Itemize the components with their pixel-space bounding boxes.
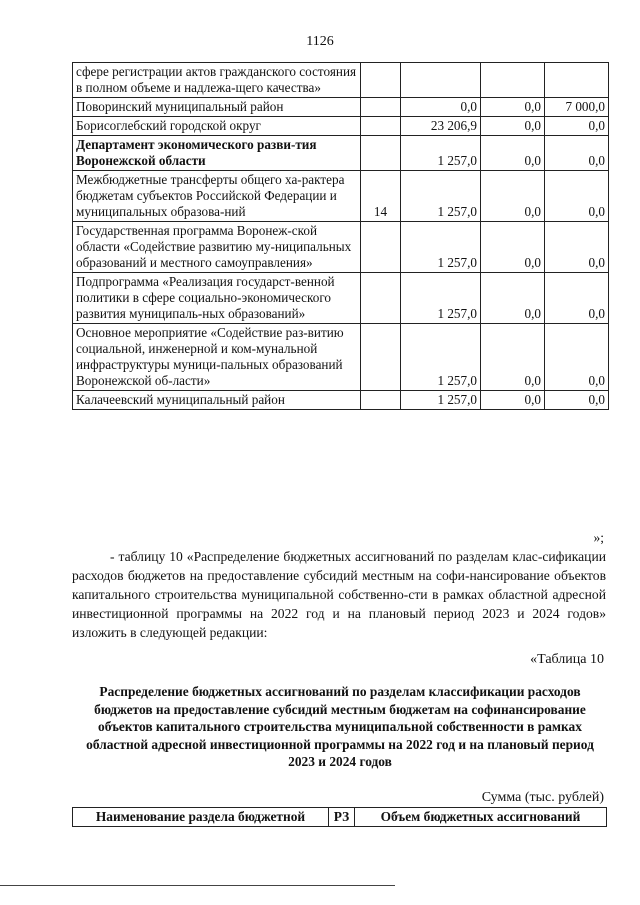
row-value-2023-cell: 0,0 [481, 391, 545, 410]
row-value-2023-cell: 0,0 [481, 324, 545, 391]
table-row [73, 63, 609, 98]
table-row [73, 117, 609, 136]
row-value-2023-cell [481, 63, 545, 98]
header-volume-cell: Объем бюджетных ассигнований [355, 808, 607, 827]
row-value-2023-cell: 0,0 [481, 117, 545, 136]
row-value-2024-cell: 0,0 [545, 391, 609, 410]
header-name-cell: Наименование раздела бюджетной [73, 808, 329, 827]
row-value-2024-cell: 0,0 [545, 171, 609, 222]
row-rz-cell [361, 324, 401, 391]
table-label: «Таблица 10 [530, 652, 604, 667]
row-value-2022-cell: 1 257,0 [401, 222, 481, 273]
row-value-2022-cell: 23 206,9 [401, 117, 481, 136]
table-row [73, 324, 609, 391]
table-row [73, 222, 609, 273]
row-rz-cell: 14 [361, 171, 401, 222]
row-rz-cell [361, 273, 401, 324]
row-name-cell: Калачеевский муниципальный район [73, 391, 361, 410]
row-name-cell: Межбюджетные трансферты общего ха-рактера бюджетам субъектов Российской Федерации и муниципальных образова-ний [73, 171, 361, 222]
row-value-2022-cell: 1 257,0 [401, 136, 481, 171]
row-name-cell: сфере регистрации актов гражданского состояния в полном объеме и надлежа-щего качества» [73, 63, 361, 98]
row-value-2024-cell: 0,0 [545, 324, 609, 391]
amendment-paragraph [72, 547, 606, 642]
row-name-cell: Поворинский муниципальный район [73, 98, 361, 117]
row-value-2023-cell: 0,0 [481, 171, 545, 222]
row-value-2024-cell: 0,0 [545, 273, 609, 324]
row-name-cell: Подпрограмма «Реализация государст-венной политики в сфере социально-экономического развития муниципаль-ных образований» [73, 273, 361, 324]
row-value-2022-cell: 1 257,0 [401, 171, 481, 222]
row-value-2022-cell: 1 257,0 [401, 273, 481, 324]
row-value-2023-cell: 0,0 [481, 222, 545, 273]
row-rz-cell [361, 136, 401, 171]
budget-table [72, 62, 609, 410]
row-value-2023-cell: 0,0 [481, 98, 545, 117]
row-value-2022-cell: 1 257,0 [401, 324, 481, 391]
amendment-text: - таблицу 10 «Распределение бюджетных ассигнований по разделам клас-сификации расходов бюджетов на предоставление субсидий местным на софи-нансирование объектов капитального строительства муниципальной собственно-сти в рамках областной адресной инвестиционной программы на 2022 год и на плановый период 2023 и 2024 годов» изложить в следующей редакции: [72, 549, 606, 640]
row-value-2022-cell [401, 63, 481, 98]
row-name-cell: Департамент экономического разви-тия Воронежской области [73, 136, 361, 171]
table-heading: Распределение бюджетных ассигнований по разделам классификации расходов бюджетов на предоставление субсидий местным бюджетам на софинансирование объектов капитального строительства муниципальной собственности в рамках областной адресной инвестиционной программы на 2022 год и на плановый период 2023 и 2024 годов [86, 684, 594, 770]
row-rz-cell [361, 63, 401, 98]
header-rz-cell: РЗ [329, 808, 355, 827]
row-rz-cell [361, 117, 401, 136]
row-name-cell: Основное мероприятие «Содействие раз-витию социальной, инженерной и ком-мунальной инфраструктуры муници-пальных образований Воронежской об-ласти» [73, 324, 361, 391]
table-row [73, 98, 609, 117]
row-rz-cell [361, 222, 401, 273]
table-row [73, 273, 609, 324]
row-name-cell: Государственная программа Воронеж-ской области «Содействие развитию му-ниципальных образований и местного самоуправления» [73, 222, 361, 273]
row-value-2024-cell [545, 63, 609, 98]
closing-quote: »; [593, 530, 604, 545]
page-number: 1126 [306, 34, 334, 49]
header-row [73, 808, 607, 827]
table-row [73, 391, 609, 410]
table-row [73, 136, 609, 171]
new-table-header [72, 807, 607, 827]
row-value-2023-cell: 0,0 [481, 136, 545, 171]
row-value-2022-cell: 1 257,0 [401, 391, 481, 410]
units-label: Сумма (тыс. рублей) [481, 790, 604, 805]
footer-divider [0, 885, 395, 886]
row-value-2024-cell: 0,0 [545, 117, 609, 136]
row-value-2024-cell: 0,0 [545, 222, 609, 273]
row-value-2023-cell: 0,0 [481, 273, 545, 324]
row-rz-cell [361, 98, 401, 117]
row-name-cell: Борисоглебский городской округ [73, 117, 361, 136]
row-value-2024-cell: 7 000,0 [545, 98, 609, 117]
row-value-2024-cell: 0,0 [545, 136, 609, 171]
row-value-2022-cell: 0,0 [401, 98, 481, 117]
table-row [73, 171, 609, 222]
row-rz-cell [361, 391, 401, 410]
